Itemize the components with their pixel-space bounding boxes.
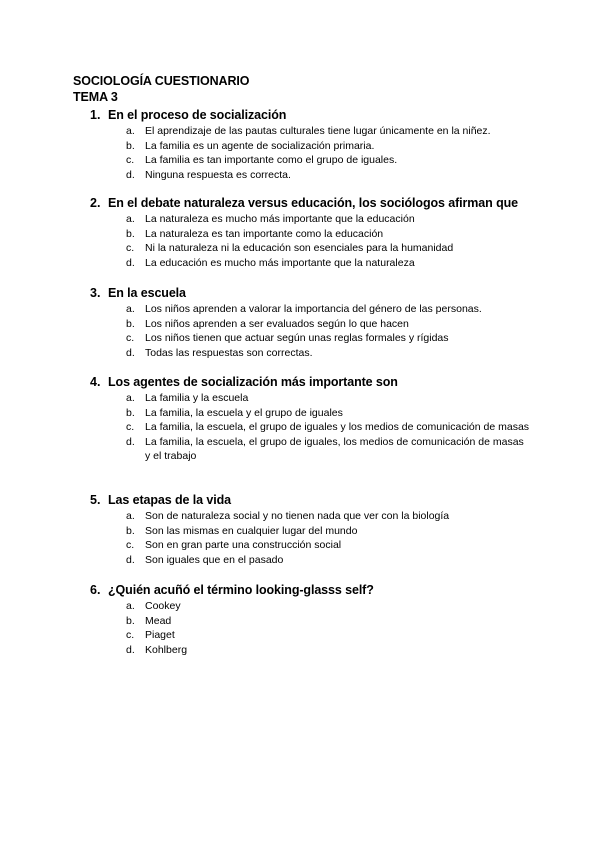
option-letter: b. (126, 524, 135, 537)
option-letter: d. (126, 553, 135, 566)
option-letter: d. (126, 346, 135, 359)
answer-option (90, 212, 530, 227)
answer-option (90, 346, 530, 361)
answer-option (90, 509, 530, 524)
answer-option (90, 153, 530, 168)
question-number: 2. (90, 196, 101, 210)
answer-option (90, 406, 530, 421)
question-text: En el debate naturaleza versus educación, los sociólogos afirman que (108, 196, 518, 210)
option-letter: c. (126, 629, 135, 641)
question-number: 3. (90, 286, 101, 300)
answer-option (90, 256, 530, 271)
option-text: La familia, la escuela, el grupo de iguales y los medios de comunicación de masas (145, 421, 530, 433)
option-text: Los niños aprenden a valorar la importancia del género de las personas. (145, 303, 482, 315)
option-letter: a. (126, 600, 135, 612)
option-text: Son iguales que en el pasado (145, 553, 284, 566)
answer-option (90, 331, 530, 346)
question-number: 5. (90, 493, 101, 507)
answer-option (90, 420, 530, 435)
option-text: Son las mismas en cualquier lugar del mundo (145, 524, 358, 537)
question-text: ¿Quién acuñó el término looking-glasss self? (108, 583, 374, 597)
option-letter: d. (126, 643, 135, 656)
option-letter: c. (126, 332, 135, 344)
answer-option (90, 317, 530, 332)
question-2 (90, 195, 530, 270)
answer-option (90, 553, 530, 568)
document-title: SOCIOLOGÍA CUESTIONARIO (73, 74, 250, 88)
answer-option (90, 302, 530, 317)
option-letter: b. (126, 139, 135, 152)
question-text: En la escuela (108, 286, 186, 300)
option-text: La familia es tan importante como el grupo de iguales. (145, 154, 398, 166)
option-letter: c. (126, 539, 135, 551)
option-letter: c. (126, 154, 135, 166)
option-letter: b. (126, 317, 135, 330)
option-letter: a. (126, 213, 135, 225)
option-letter: b. (126, 614, 135, 627)
answer-option (90, 227, 530, 242)
question-number: 1. (90, 108, 101, 122)
option-letter: b. (126, 406, 135, 419)
question-3 (90, 285, 530, 360)
document-subtitle: TEMA 3 (73, 90, 118, 104)
answer-option (90, 538, 530, 553)
option-text: La familia, la escuela, el grupo de iguales, los medios de comunicación de masas y el trabajo (145, 435, 524, 462)
option-text: La naturaleza es tan importante como la educación (145, 227, 384, 240)
option-letter: a. (126, 510, 135, 522)
question-1 (90, 107, 530, 182)
option-text: Son de naturaleza social y no tienen nada que ver con la biología (145, 510, 450, 522)
option-text: Ni la naturaleza ni la educación son esenciales para la humanidad (145, 242, 454, 254)
option-letter: c. (126, 242, 135, 254)
option-text: Ninguna respuesta es correcta. (145, 168, 291, 181)
answer-option (90, 643, 530, 658)
question-text: En el proceso de socialización (108, 108, 287, 122)
option-letter: c. (126, 421, 135, 433)
option-letter: a. (126, 392, 135, 404)
option-text: La naturaleza es mucho más importante que la educación (145, 213, 415, 225)
answer-option (90, 124, 530, 139)
answer-option (90, 435, 530, 464)
option-text: La educación es mucho más importante que la naturaleza (145, 256, 415, 269)
answer-option (90, 139, 530, 154)
answer-option (90, 599, 530, 614)
option-text: El aprendizaje de las pautas culturales tiene lugar únicamente en la niñez. (145, 125, 491, 137)
answer-option (90, 524, 530, 539)
option-text: Mead (145, 614, 172, 627)
option-text: Los niños tienen que actuar según unas reglas formales y rígidas (145, 332, 449, 344)
option-letter: d. (126, 435, 135, 448)
option-letter: d. (126, 256, 135, 269)
question-5 (90, 492, 530, 567)
answer-option (90, 628, 530, 643)
question-6 (90, 582, 530, 657)
option-text: Son en gran parte una construcción social (145, 539, 342, 551)
option-text: La familia es un agente de socialización primaria. (145, 139, 375, 152)
question-number: 4. (90, 375, 101, 389)
option-letter: a. (126, 125, 135, 137)
answer-option (90, 241, 530, 256)
option-letter: a. (126, 303, 135, 315)
option-text: Los niños aprenden a ser evaluados según lo que hacen (145, 317, 409, 330)
option-text: Todas las respuestas son correctas. (145, 346, 313, 359)
option-text: La familia y la escuela (145, 392, 249, 404)
option-text: Cookey (145, 600, 181, 612)
answer-option (90, 391, 530, 406)
answer-option (90, 168, 530, 183)
answer-option (90, 614, 530, 629)
question-text: Las etapas de la vida (108, 493, 231, 507)
option-text: La familia, la escuela y el grupo de iguales (145, 406, 343, 419)
question-4 (90, 374, 530, 464)
option-letter: b. (126, 227, 135, 240)
option-text: Piaget (145, 629, 175, 641)
option-text: Kohlberg (145, 643, 188, 656)
option-letter: d. (126, 168, 135, 181)
question-number: 6. (90, 583, 101, 597)
question-text: Los agentes de socialización más importante son (108, 375, 398, 389)
